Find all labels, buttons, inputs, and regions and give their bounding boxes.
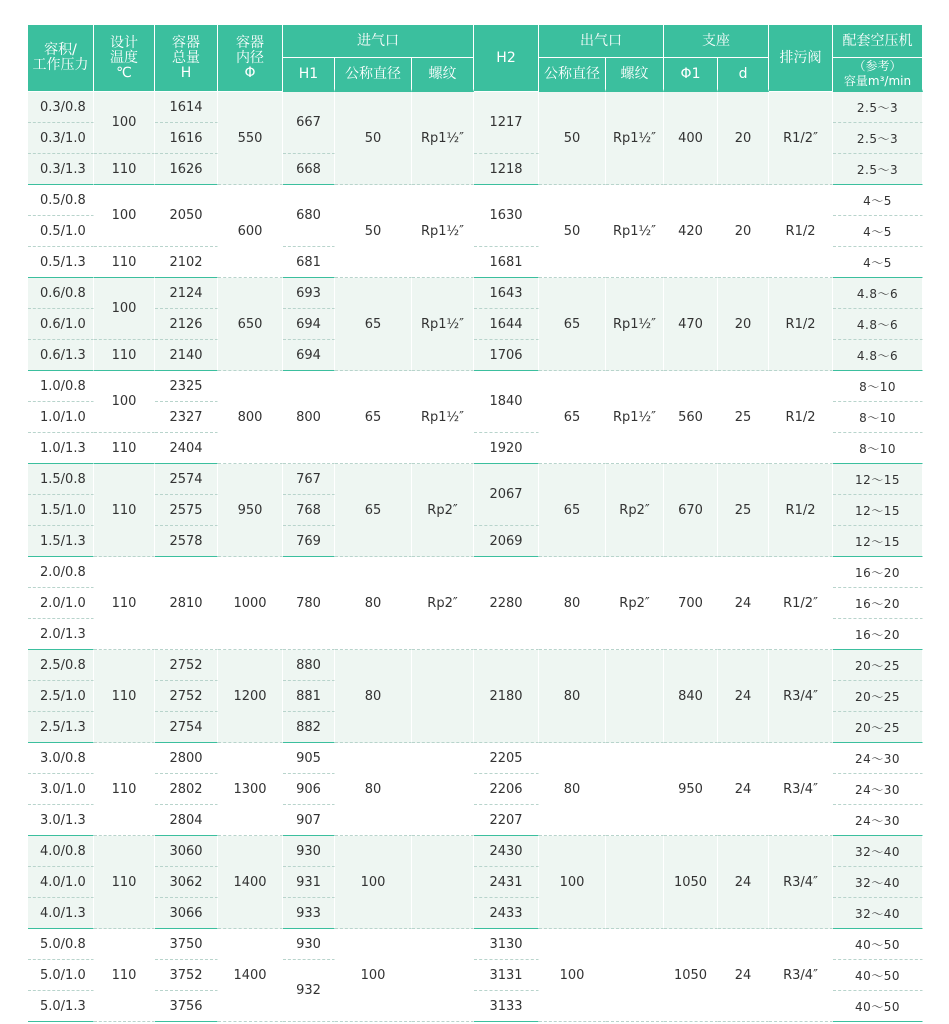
temp-cell: 110 (94, 650, 155, 743)
height-cell: 1626 (155, 154, 218, 185)
phi1-cell: 1050 (664, 929, 718, 1022)
table-row (28, 464, 923, 495)
header-support: 支座 (664, 25, 769, 58)
table-group (28, 743, 923, 836)
comp-cell: 32～40 (833, 867, 923, 898)
vol-cell: 2.0/1.3 (28, 619, 94, 650)
comp-cell: 2.5～3 (833, 92, 923, 123)
h2-cell: 1840 (474, 371, 539, 433)
vol-cell: 2.5/0.8 (28, 650, 94, 681)
header-in-thread: 螺纹 (412, 58, 474, 92)
inlet-nom-cell: 50 (335, 92, 412, 185)
phi1-cell: 560 (664, 371, 718, 464)
temp-cell: 110 (94, 929, 155, 1022)
spec-table (28, 25, 923, 1022)
inlet-nom-cell: 65 (335, 278, 412, 371)
comp-cell: 4.8～6 (833, 309, 923, 340)
header-comp-sub (833, 58, 923, 92)
diameter-cell: 1200 (218, 650, 283, 743)
inlet-thread-cell: Rp1½″ (412, 371, 474, 464)
phi1-cell: 840 (664, 650, 718, 743)
height-cell: 2327 (155, 402, 218, 433)
outlet-nom-cell: 100 (539, 836, 606, 929)
inlet-nom-cell: 65 (335, 464, 412, 557)
diameter-cell: 1300 (218, 743, 283, 836)
table-row (28, 929, 923, 960)
outlet-nom-cell: 50 (539, 185, 606, 278)
h1-cell: 881 (283, 681, 335, 712)
temp-cell: 100 (94, 278, 155, 340)
comp-cell: 24～30 (833, 805, 923, 836)
h1-cell: 800 (283, 371, 335, 464)
table-row (28, 92, 923, 123)
height-cell: 2140 (155, 340, 218, 371)
diameter-cell: 1400 (218, 836, 283, 929)
h1-cell: 681 (283, 247, 335, 278)
drain-cell: R1/2 (769, 185, 833, 278)
header-drain: 排污阀 (769, 25, 833, 92)
vol-cell: 3.0/0.8 (28, 743, 94, 774)
comp-cell: 4.8～6 (833, 340, 923, 371)
vol-cell: 0.3/0.8 (28, 92, 94, 123)
vol-cell: 5.0/1.0 (28, 960, 94, 991)
vol-cell: 1.0/0.8 (28, 371, 94, 402)
inlet-thread-cell: Rp2″ (412, 464, 474, 557)
inlet-nom-cell: 50 (335, 185, 412, 278)
vol-cell: 4.0/1.0 (28, 867, 94, 898)
h2-cell: 1644 (474, 309, 539, 340)
outlet-thread-cell: Rp1½″ (606, 185, 664, 278)
comp-cell: 2.5～3 (833, 123, 923, 154)
height-cell: 3062 (155, 867, 218, 898)
h2-cell: 2433 (474, 898, 539, 929)
table-header (28, 25, 923, 92)
vol-cell: 4.0/1.3 (28, 898, 94, 929)
phi1-cell: 700 (664, 557, 718, 650)
vol-cell: 4.0/0.8 (28, 836, 94, 867)
d-cell: 24 (718, 929, 769, 1022)
comp-cell: 8～10 (833, 433, 923, 464)
h1-cell: 769 (283, 526, 335, 557)
temp-cell: 110 (94, 340, 155, 371)
table-group (28, 650, 923, 743)
header-temp-line3: ℃ (116, 64, 132, 81)
vol-cell: 3.0/1.0 (28, 774, 94, 805)
h2-cell: 3133 (474, 991, 539, 1022)
comp-cell: 8～10 (833, 402, 923, 433)
header-comp-cap: 容量m³/min (843, 73, 912, 88)
header-temp (94, 25, 155, 92)
header-vol-line2: 工作压力 (32, 57, 89, 73)
header-vol-line1: 容积/ (44, 42, 77, 58)
h1-cell: 906 (283, 774, 335, 805)
d-cell: 24 (718, 743, 769, 836)
vol-cell: 0.3/1.0 (28, 123, 94, 154)
h2-cell: 2207 (474, 805, 539, 836)
inlet-thread-cell (412, 836, 474, 929)
comp-cell: 20～25 (833, 681, 923, 712)
height-cell: 3066 (155, 898, 218, 929)
h1-cell: 882 (283, 712, 335, 743)
height-cell: 2802 (155, 774, 218, 805)
table-row (28, 371, 923, 402)
height-cell: 2810 (155, 557, 218, 650)
outlet-nom-cell: 100 (539, 929, 606, 1022)
h2-cell: 2431 (474, 867, 539, 898)
inlet-nom-cell: 80 (335, 557, 412, 650)
header-in-nom: 公称直径 (335, 58, 412, 92)
header-diameter-line1: 容器 (236, 34, 264, 51)
header-temp-line1: 设计 (110, 34, 138, 51)
comp-cell: 20～25 (833, 712, 923, 743)
inlet-nom-cell: 80 (335, 743, 412, 836)
header-height-line3: H (180, 64, 192, 81)
header-height-line2: 总量 (172, 49, 200, 66)
outlet-thread-cell (606, 743, 664, 836)
h2-cell: 2206 (474, 774, 539, 805)
drain-cell: R3/4″ (769, 650, 833, 743)
diameter-cell: 550 (218, 92, 283, 185)
height-cell: 1614 (155, 92, 218, 123)
comp-cell: 16～20 (833, 557, 923, 588)
outlet-thread-cell (606, 929, 664, 1022)
vol-cell: 2.0/1.0 (28, 588, 94, 619)
outlet-thread-cell: Rp1½″ (606, 371, 664, 464)
comp-cell: 24～30 (833, 743, 923, 774)
table-group (28, 557, 923, 650)
h1-cell: 931 (283, 867, 335, 898)
drain-cell: R1/2″ (769, 557, 833, 650)
vol-cell: 0.6/0.8 (28, 278, 94, 309)
height-cell: 3756 (155, 991, 218, 1022)
h2-cell: 3131 (474, 960, 539, 991)
h1-cell: 907 (283, 805, 335, 836)
height-cell: 1616 (155, 123, 218, 154)
height-cell: 2754 (155, 712, 218, 743)
diameter-cell: 1400 (218, 929, 283, 1022)
table-group (28, 92, 923, 185)
height-cell: 3750 (155, 929, 218, 960)
height-cell: 2752 (155, 681, 218, 712)
comp-cell: 8～10 (833, 371, 923, 402)
outlet-nom-cell: 65 (539, 371, 606, 464)
comp-cell: 4～5 (833, 216, 923, 247)
inlet-nom-cell: 100 (335, 929, 412, 1022)
inlet-thread-cell: Rp2″ (412, 557, 474, 650)
vol-cell: 2.0/0.8 (28, 557, 94, 588)
height-cell: 2574 (155, 464, 218, 495)
phi1-cell: 1050 (664, 836, 718, 929)
h1-cell: 693 (283, 278, 335, 309)
h1-cell: 680 (283, 185, 335, 247)
h2-cell: 2280 (474, 557, 539, 650)
outlet-thread-cell: Rp2″ (606, 557, 664, 650)
table-row (28, 743, 923, 774)
h2-cell: 1706 (474, 340, 539, 371)
comp-cell: 40～50 (833, 991, 923, 1022)
vol-cell: 0.6/1.3 (28, 340, 94, 371)
temp-cell: 110 (94, 433, 155, 464)
outlet-thread-cell: Rp1½″ (606, 278, 664, 371)
outlet-thread-cell (606, 836, 664, 929)
d-cell: 24 (718, 557, 769, 650)
height-cell: 2804 (155, 805, 218, 836)
vol-cell: 5.0/1.3 (28, 991, 94, 1022)
table-group (28, 185, 923, 278)
h1-cell: 667 (283, 92, 335, 154)
vol-cell: 0.3/1.3 (28, 154, 94, 185)
vol-cell: 1.5/1.0 (28, 495, 94, 526)
table-row (28, 836, 923, 867)
drain-cell: R3/4″ (769, 836, 833, 929)
h1-cell: 767 (283, 464, 335, 495)
height-cell: 3060 (155, 836, 218, 867)
drain-cell: R1/2 (769, 278, 833, 371)
vol-cell: 5.0/0.8 (28, 929, 94, 960)
temp-cell: 110 (94, 247, 155, 278)
phi1-cell: 420 (664, 185, 718, 278)
phi1-cell: 470 (664, 278, 718, 371)
vol-cell: 2.5/1.0 (28, 681, 94, 712)
phi1-cell: 950 (664, 743, 718, 836)
header-height-line1: 容器 (172, 34, 200, 51)
inlet-nom-cell: 80 (335, 650, 412, 743)
header-out-nom: 公称直径 (539, 58, 606, 92)
vol-cell: 0.5/1.3 (28, 247, 94, 278)
inlet-thread-cell (412, 743, 474, 836)
h2-cell: 1630 (474, 185, 539, 247)
table-group (28, 371, 923, 464)
height-cell: 2325 (155, 371, 218, 402)
d-cell: 25 (718, 464, 769, 557)
header-d: d (718, 58, 769, 92)
vol-cell: 0.6/1.0 (28, 309, 94, 340)
height-cell: 3752 (155, 960, 218, 991)
comp-cell: 4～5 (833, 185, 923, 216)
comp-cell: 40～50 (833, 929, 923, 960)
header-temp-line2: 温度 (110, 49, 138, 66)
h2-cell: 2067 (474, 464, 539, 526)
diameter-cell: 1000 (218, 557, 283, 650)
outlet-nom-cell: 65 (539, 464, 606, 557)
h2-cell: 1643 (474, 278, 539, 309)
h1-cell: 930 (283, 836, 335, 867)
header-inlet: 进气口 (283, 25, 474, 58)
temp-cell: 100 (94, 371, 155, 433)
outlet-nom-cell: 80 (539, 650, 606, 743)
header-diameter-line3: Φ (244, 64, 256, 81)
h1-cell: 905 (283, 743, 335, 774)
temp-cell: 100 (94, 92, 155, 154)
h2-cell: 2180 (474, 650, 539, 743)
header-height (155, 25, 218, 92)
diameter-cell: 950 (218, 464, 283, 557)
header-comp: 配套空压机 (833, 25, 923, 58)
h1-cell: 694 (283, 309, 335, 340)
h2-cell: 1920 (474, 433, 539, 464)
h1-cell: 768 (283, 495, 335, 526)
comp-cell: 4～5 (833, 247, 923, 278)
diameter-cell: 650 (218, 278, 283, 371)
inlet-thread-cell (412, 929, 474, 1022)
h2-cell: 2205 (474, 743, 539, 774)
vol-cell: 1.0/1.0 (28, 402, 94, 433)
phi1-cell: 400 (664, 92, 718, 185)
height-cell: 2102 (155, 247, 218, 278)
h1-cell: 694 (283, 340, 335, 371)
temp-cell: 110 (94, 836, 155, 929)
d-cell: 20 (718, 278, 769, 371)
outlet-nom-cell: 80 (539, 557, 606, 650)
inlet-nom-cell: 65 (335, 371, 412, 464)
height-cell: 2575 (155, 495, 218, 526)
temp-cell: 110 (94, 743, 155, 836)
table-row (28, 185, 923, 216)
drain-cell: R1/2 (769, 371, 833, 464)
d-cell: 25 (718, 371, 769, 464)
d-cell: 20 (718, 185, 769, 278)
table-row (28, 650, 923, 681)
d-cell: 20 (718, 92, 769, 185)
vol-cell: 1.0/1.3 (28, 433, 94, 464)
inlet-thread-cell: Rp1½″ (412, 92, 474, 185)
h1-cell: 880 (283, 650, 335, 681)
height-cell: 2800 (155, 743, 218, 774)
outlet-nom-cell: 50 (539, 92, 606, 185)
comp-cell: 32～40 (833, 898, 923, 929)
header-h1: H1 (283, 58, 335, 92)
inlet-thread-cell: Rp1½″ (412, 185, 474, 278)
h2-cell: 1218 (474, 154, 539, 185)
h2-cell: 1217 (474, 92, 539, 154)
vol-cell: 1.5/1.3 (28, 526, 94, 557)
h1-cell: 780 (283, 557, 335, 650)
outlet-nom-cell: 65 (539, 278, 606, 371)
d-cell: 24 (718, 650, 769, 743)
vol-cell: 3.0/1.3 (28, 805, 94, 836)
header-diameter-line2: 内径 (236, 49, 264, 66)
header-h2: H2 (474, 25, 539, 92)
comp-cell: 32～40 (833, 836, 923, 867)
phi1-cell: 670 (664, 464, 718, 557)
header-diameter (218, 25, 283, 92)
comp-cell: 24～30 (833, 774, 923, 805)
temp-cell: 100 (94, 185, 155, 247)
comp-cell: 40～50 (833, 960, 923, 991)
outlet-thread-cell (606, 650, 664, 743)
inlet-thread-cell: Rp1½″ (412, 278, 474, 371)
height-cell: 2126 (155, 309, 218, 340)
height-cell: 2578 (155, 526, 218, 557)
comp-cell: 4.8～6 (833, 278, 923, 309)
vol-cell: 0.5/0.8 (28, 185, 94, 216)
h1-cell: 933 (283, 898, 335, 929)
header-phi1: Φ1 (664, 58, 718, 92)
table-group (28, 278, 923, 371)
comp-cell: 16～20 (833, 588, 923, 619)
d-cell: 24 (718, 836, 769, 929)
drain-cell: R3/4″ (769, 743, 833, 836)
table-group (28, 836, 923, 929)
height-cell: 2050 (155, 185, 218, 247)
drain-cell: R1/2″ (769, 92, 833, 185)
temp-cell: 110 (94, 154, 155, 185)
header-out-thread: 螺纹 (606, 58, 664, 92)
outlet-nom-cell: 80 (539, 743, 606, 836)
h1-cell: 930 (283, 929, 335, 960)
vol-cell: 0.5/1.0 (28, 216, 94, 247)
inlet-nom-cell: 100 (335, 836, 412, 929)
height-cell: 2752 (155, 650, 218, 681)
table-row (28, 557, 923, 588)
outlet-thread-cell: Rp1½″ (606, 92, 664, 185)
diameter-cell: 800 (218, 371, 283, 464)
h2-cell: 2069 (474, 526, 539, 557)
h2-cell: 2430 (474, 836, 539, 867)
height-cell: 2124 (155, 278, 218, 309)
h2-cell: 1681 (474, 247, 539, 278)
table-group (28, 464, 923, 557)
table-group (28, 929, 923, 1022)
h1-cell: 668 (283, 154, 335, 185)
inlet-thread-cell (412, 650, 474, 743)
h1-cell: 932 (283, 960, 335, 1022)
diameter-cell: 600 (218, 185, 283, 278)
table-row (28, 278, 923, 309)
h2-cell: 3130 (474, 929, 539, 960)
vol-cell: 1.5/0.8 (28, 464, 94, 495)
outlet-thread-cell: Rp2″ (606, 464, 664, 557)
header-comp-ref: （参考） (853, 58, 902, 73)
header-vol (28, 25, 94, 92)
temp-cell: 110 (94, 557, 155, 650)
comp-cell: 12～15 (833, 495, 923, 526)
comp-cell: 12～15 (833, 526, 923, 557)
drain-cell: R1/2 (769, 464, 833, 557)
comp-cell: 12～15 (833, 464, 923, 495)
drain-cell: R3/4″ (769, 929, 833, 1022)
header-outlet: 出气口 (539, 25, 664, 58)
temp-cell: 110 (94, 464, 155, 557)
comp-cell: 20～25 (833, 650, 923, 681)
vol-cell: 2.5/1.3 (28, 712, 94, 743)
comp-cell: 2.5～3 (833, 154, 923, 185)
height-cell: 2404 (155, 433, 218, 464)
comp-cell: 16～20 (833, 619, 923, 650)
